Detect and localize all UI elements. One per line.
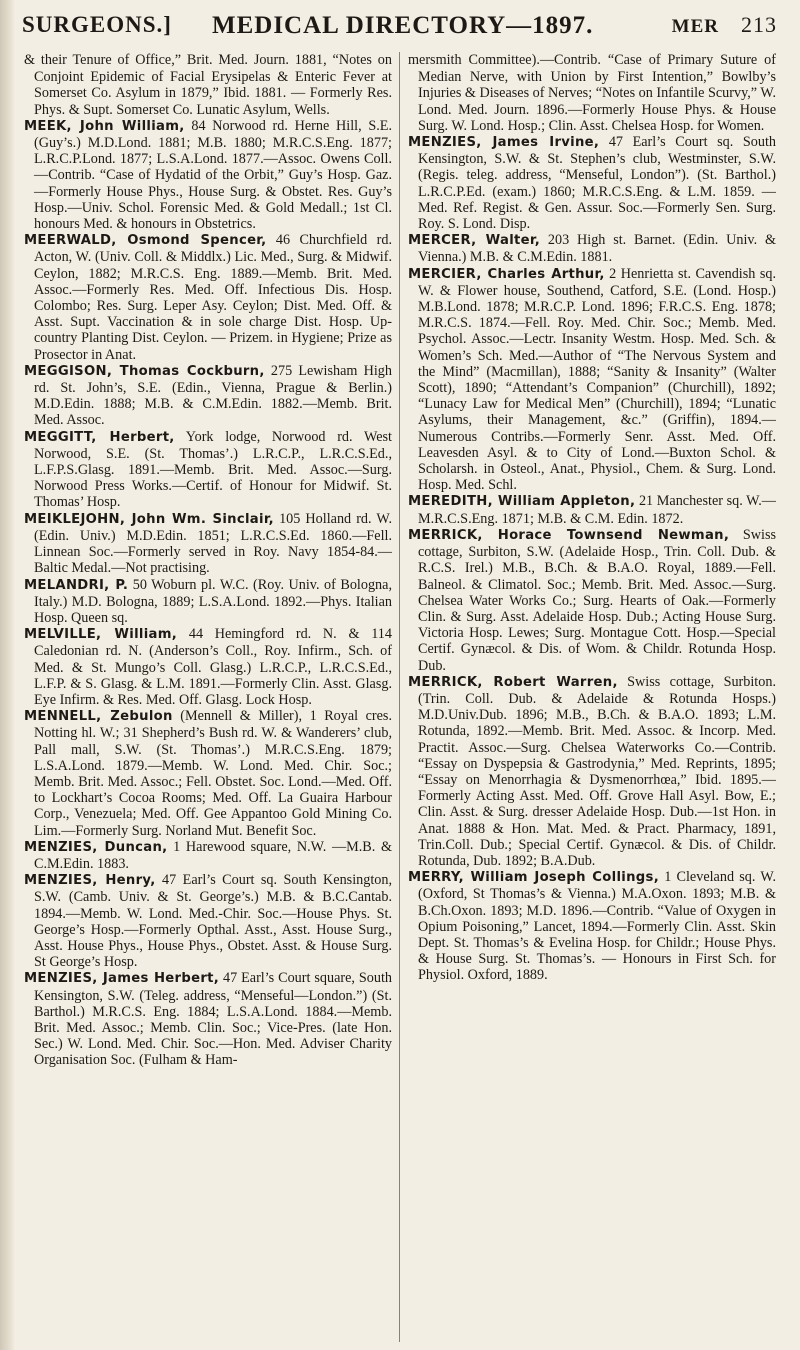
- entry-body: 1 Harewood square, N.W. —M.B. & C.M.Edin. 1883.: [34, 838, 392, 872]
- entry-body: York lodge, Norwood rd. West Norwood, S.E. (St. Thomas’.) L.R.C.P., L.R.C.S.Ed., L.F.P.S.Glasg. 1891.—Memb. Brit. Med. Assoc.—Surg. Norwood Press Works.—Certif. of Honour for Midwif. St. Thomas’ Hosp.: [34, 428, 392, 511]
- entry-body: 203 High st. Barnet. (Edin. Univ. & Vienna.) M.B. & C.M.Edin. 1881.: [418, 232, 776, 266]
- directory-entry: [408, 869, 776, 983]
- entry-name: MENNELL, Zebulon: [24, 709, 173, 725]
- page-header: [22, 6, 777, 46]
- running-title: MEDICAL DIRECTORY—1897.: [212, 12, 594, 39]
- directory-entry: [24, 839, 392, 872]
- directory-entry: [24, 577, 392, 627]
- entry-name: MEGGITT, Herbert,: [24, 429, 175, 445]
- entry-name: MENZIES, Duncan,: [24, 839, 168, 855]
- entry-name: MEEK, John William,: [24, 118, 185, 134]
- entry-body: Swiss cottage, Surbiton, S.W. (Adelaide Hosp., Trin. Coll. Dub. & R.C.S. Irel.) M.B., B.Ch. & B.A.O. Royal, 1889.—Fell. Balneol. & Climatol. Soc.; Memb. Brit. Med. Assoc.—Surg. Chelsea Water Works Co.; Surg. Hearts of Oak.—Formerly Clin. & Surg. Asst. Adelaide Hosp. Dub.; Acting House Surg. Victoria Hosp. Lewes; Surg. Montague Cott. Hosp.—Special Certif. Gynæcol. & Dis. of Wom. & Childr. Rotunda Hosp. Dub.: [418, 526, 776, 674]
- directory-entry: [408, 52, 776, 134]
- entry-body: (Mennell & Miller), 1 Royal cres. Notting hl. W.; 31 Shepherd’s Bush rd. W. & Wanderers’ club, Pall mall, S.W. (St. Thomas’.) M.R.C.S.Eng. 1879; L.S.A.Lond. 1879.—Memb. W. Lond. Med. Chir. Soc.; Memb. Brit. Med. Assoc.; Fell. Obstet. Soc. Lond.—Med. Off. to Lockhart’s Cocoa Rooms; Med. Off. La Guaira Harbour Corp., Venezuela; Med. Off. Gee Appantoo Gold Mining Co. Lim.—Formerly Surg. Norland Mut. Benefit Soc.: [34, 708, 392, 839]
- directory-entry: [408, 232, 776, 265]
- directory-entry: [24, 52, 392, 118]
- entry-name: MEERWALD, Osmond Spencer,: [24, 233, 267, 249]
- entry-name: MEREDITH, William Appleton,: [408, 494, 636, 510]
- entry-name: MERCER, Walter,: [408, 233, 541, 249]
- section-title: SURGEONS.]: [22, 12, 172, 37]
- entry-body: 44 Hemingford rd. N. & 114 Caledonian rd. N. (Anderson’s Coll., Roy. Infirm., Sch. of Med. & St. Mungo’s Coll. Glasg.) L.R.C.P., L.R.C.S.Ed., L.F.P. & S. Glasg. & L.M. 1891.—Formerly Clin. Asst. Glasg. Eye Infirm. & Res. Med. Off. Glasg. Lock Hosp.: [34, 626, 392, 708]
- entry-body: 275 Lewisham High rd. St. John’s, S.E. (Edin., Vienna, Prague & Berlin.) M.D.Edin. 1888; M.B. & C.M.Edin. 1882.—Memb. Brit. Med. Assoc.: [34, 362, 392, 429]
- entry-body: 21 Manchester sq. W.—M.R.C.S.Eng. 1871; M.B. & C.M. Edin. 1872.: [418, 493, 776, 527]
- entry-body: 105 Holland rd. W. (Edin. Univ.) M.D.Edin. 1851; L.R.C.S.Ed. 1860.—Fell. Linnean Soc.—Formerly served in Roy. Navy 1854-84.—Baltic Medal.—Not practising.: [34, 510, 392, 577]
- directory-entry: [408, 134, 776, 232]
- entry-name: MERRY, William Joseph Collings,: [408, 870, 659, 886]
- entry-name: MERRICK, Robert Warren,: [408, 674, 618, 690]
- page-locator: [672, 12, 777, 38]
- directory-entry: [24, 511, 392, 577]
- entry-name: MEIKLEJOHN, John Wm. Sinclair,: [24, 511, 274, 527]
- entry-name: MEGGISON, Thomas Cockburn,: [24, 363, 265, 379]
- directory-entry: [24, 429, 392, 511]
- entry-name: MELANDRI, P.: [24, 577, 129, 593]
- entry-body: 47 Earl’s Court sq. South Kensington, S.W. (Camb. Univ. & St. George’s.) M.B. & B.C.Cantab. 1894.—Memb. W. Lond. Med.-Chir. Soc.—House Phys. St. George’s Hosp.—Formerly Opthal. Asst., Asst. House Surg., Asst. House Phys., House Phys., Obstet. Asst. & House Surg. St George’s Hosp.: [34, 872, 392, 971]
- entry-body: 47 Earl’s Court square, South Kensington, S.W. (Teleg. address, “Menseful—London.”) (St. Barthol.) M.R.C.S. Eng. 1884; L.S.A.Lond. 1884.—Memb. Brit. Med. Assoc.; Memb. Clin. Soc.; Vice-Pres. (late Hon. Sec.) W. Lond. Med. Chir. Soc.—Hon. Med. Adviser Charity Organisation Soc. (Fulham & Ham-: [34, 970, 392, 1069]
- left-column: [24, 52, 392, 1342]
- directory-entry: [24, 708, 392, 839]
- entry-body: 46 Churchfield rd. Acton, W. (Univ. Coll. & Middlx.) Lic. Med., Surg. & Midwif. Ceylon, 1882; M.R.C.S. Eng. 1889.—Memb. Brit. Med. Assoc.—Formerly Res. Med. Off. Infectious Dis. Hosp. Colombo; Res. Surg. Leper Asy. Ceylon; Dist. Med. Off. & Asst. Supt. Vaccination & in sole charge Dist. Hosp. Up-country Planting Dist. Ceylon. — Prizem. in Hygiene; Prize as Prosector in Anat.: [34, 232, 392, 363]
- directory-entry: [24, 363, 392, 429]
- directory-entry: [408, 674, 776, 869]
- right-column: [408, 52, 776, 1342]
- entry-body: 84 Norwood rd. Herne Hill, S.E. (Guy’s.) M.D.Lond. 1881; M.B. 1880; M.R.C.S.Eng. 1877; L.R.C.P.Lond. 1877; L.S.A.Lond. 1877.—Assoc. Owens Coll. —Contrib. “Case of Hydatid of the Orbit,” Guy’s Hosp. Gaz.—Formerly House Phys., House Surg. & Obstet. Res. Guy’s Hosp.—Univ. Schol. Forensic Med. & Gold Medall.; 1st Cl. honours Med. & honours in Obstetrics.: [34, 117, 392, 233]
- entry-name: MERRICK, Horace Townsend Newman,: [408, 527, 730, 543]
- entry-name: MENZIES, James Irvine,: [408, 135, 600, 151]
- guide-word: MER: [671, 16, 719, 37]
- directory-entry: [24, 626, 392, 708]
- entry-body: 2 Henrietta st. Cavendish sq. W. & Flower house, Southend, Catford, S.E. (Lond. Hosp.) M.B.Lond. 1878; M.R.C.P. Lond. 1896; F.R.C.S. Eng. 1878; M.R.C.S. 1874.—Fell. Roy. Med. Chir. Soc.; Memb. Med. Psychol. Assoc.—Lectr. Insanity Westm. Hosp. Med. Sch. & Women’s Sch. Med.—Author of “The Nervous System and the Mind” (Macmillan), 1888; “Sanity & Insanity” (Walter Scott), 1890; “Attendant’s Companion” (Churchill), 1892; “Lunacy Law for Medical Men” (Churchill), 1894; “Lunatic Asylums, their Management, &c.” (Griffin), 1894.—Numerous Contribs.—Formerly Senr. Asst. Med. Off. Leavesden Asyl. & to City of Lond.—Buxton Schol. & Scholarsh. in Osteol., Anat., Physiol., Chem. & Surg. Lond. Hosp. Med. Schl.: [418, 265, 776, 494]
- column-divider: [399, 52, 400, 1342]
- entry-body: 1 Cleveland sq. W. (Oxford, St Thomas’s & Vienna.) M.A.Oxon. 1893; M.B. & B.Ch.Oxon. 1893; M.D. 1896.—Contrib. “Value of Oxygen in Opium Poisoning,” Lancet, 1894.—Formerly Clin. Asst. Skin Dept. St. Thomas’s & Evelina Hosp. for Childr.; House Phys. & House Surg. St. Thomas’s. — Honours in First Sch. for Physiol. Oxford, 1889.: [418, 869, 776, 984]
- entry-name: MERCIER, Charles Arthur,: [408, 266, 605, 282]
- directory-entry: [24, 970, 392, 1068]
- directory-entry: [408, 266, 776, 494]
- page-number: 213: [741, 12, 777, 37]
- entry-name: MELVILLE, William,: [24, 627, 178, 643]
- directory-entry: [408, 493, 776, 526]
- entry-name: MENZIES, James Herbert,: [24, 971, 220, 987]
- directory-entry: [24, 232, 392, 363]
- entry-body: Swiss cottage, Surbiton. (Trin. Coll. Dub. & Adelaide & Rotunda Hosps.) M.D.Univ.Dub. 1896; M.B., B.Ch. & B.A.O. 1893; L.M. Rotunda, 1892.—Memb. Brit. Med. Assoc. & Incorp. Med. Practit. Assoc.—Surg. Chelsea Waterworks Co.—Contrib. “Essay on Dyspepsia & Gastrodynia,” Med. Reprints, 1895; “Essay on Menorrhagia & Dysmenorrhœa,” Ibid. 1895.—Formerly Acting Asst. Med. Off. Grove Hall Asyl. Bow, E.; Clin. Asst. & Surg. dresser Adelaide Hosp. Dub.—1st Hon. in Anat. 1888 & Hon. Mat. Med. & Pract. Pharmacy, 1891, Trin.Coll. Dub.; Special Certif. Gynæcol. & Dis. of Childr. Rotunda, Dub. 1892; B.A.Dub.: [418, 673, 776, 869]
- entry-body: 50 Woburn pl. W.C. (Roy. Univ. of Bologna, Italy.) M.D. Bologna, 1889; L.S.A.Lond. 1892.—Phys. Italian Hosp. Queen sq.: [34, 576, 392, 626]
- book-gutter: [0, 0, 14, 1350]
- directory-entry: [408, 527, 776, 674]
- entry-body: 47 Earl’s Court sq. South Kensington, S.W. & St. Stephen’s club, Westminster, S.W. (Regis. teleg. address, “Menseful, London”). (St. Barthol.) L.R.C.P.Ed. (exam.) 1860; M.R.C.S.Eng. & L.M. 1859. —Med. Ref. Regist. & Gen. Assur. Soc.—Formerly Sen. Surg. Roy. S. Lond. Disp.: [418, 134, 776, 233]
- directory-entry: [24, 118, 392, 232]
- entry-name: MENZIES, Henry,: [24, 873, 156, 889]
- entry-body: mersmith Committee).—Contrib. “Case of Primary Suture of Median Nerve, with Union by First Intention,” Bowlby’s Injuries & Diseases of Nerves; “Notes on Infantile Scurvy,” W. Lond. Med. Journ. 1896.—Formerly House Phys. & House Surg. W. Lond. Hosp.; Clin. Asst. Chelsea Hosp. for Women.: [408, 52, 776, 134]
- entry-body: & their Tenure of Office,” Brit. Med. Journ. 1881, “Notes on Conjoint Epidemic of Facial Erysipelas & Enteric Fever at Somerset Co. Asylum in 1879,” Ibid. 1881. — Formerly Res. Phys. & Supt. Somerset Co. Lunatic Asylum, Wells.: [24, 52, 392, 118]
- directory-entry: [24, 872, 392, 970]
- entries-columns: [24, 52, 776, 1342]
